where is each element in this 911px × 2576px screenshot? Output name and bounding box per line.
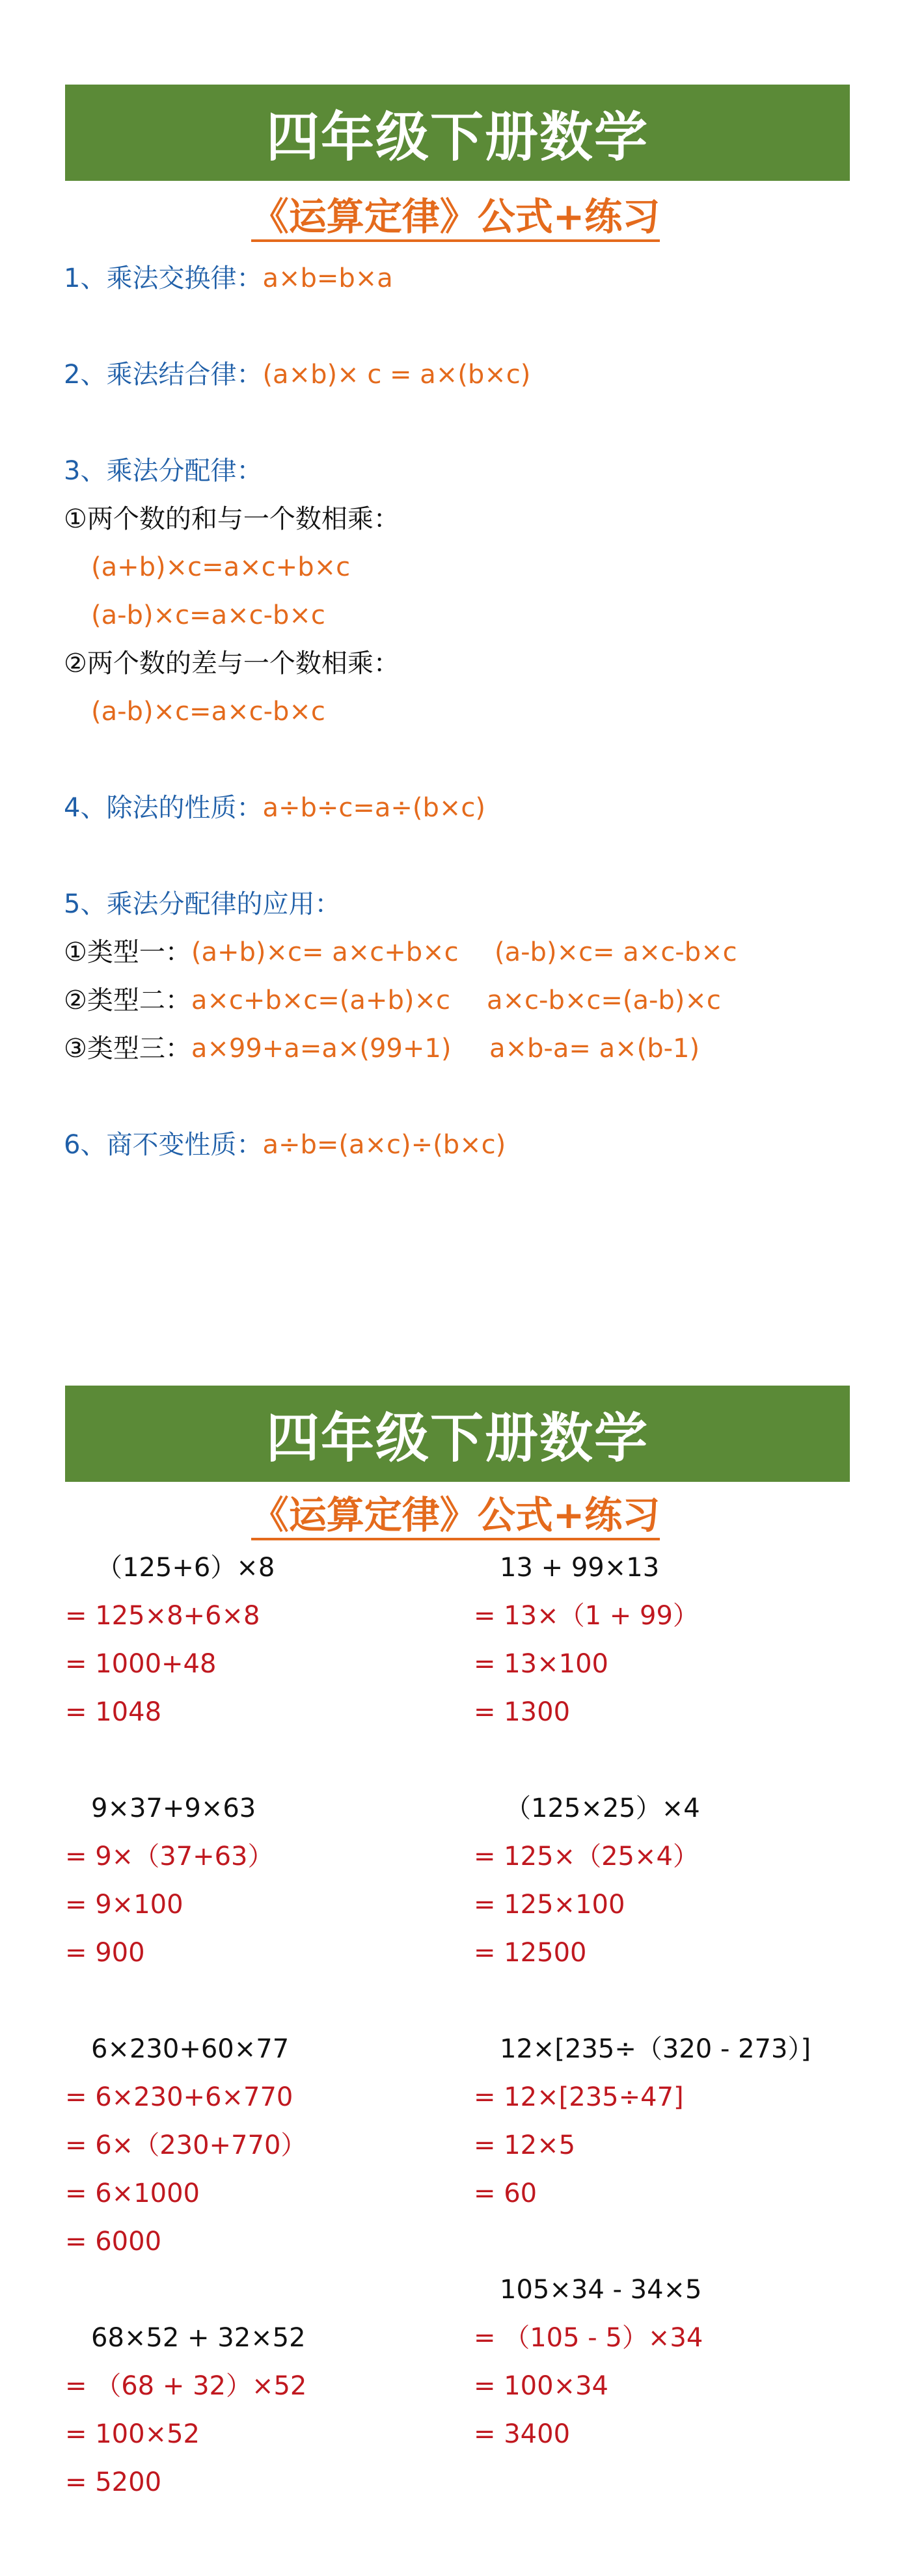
rule-commutative [64, 265, 393, 291]
rule-distributive-heading: 3、乘法分配律： [64, 456, 263, 486]
rule-formula: (a×b)× c = a×(b×c) [262, 360, 531, 390]
rule-formula: (a-b)×c= a×c-b×c [495, 937, 737, 967]
rule-application-heading: 5、乘法分配律的应用： [64, 889, 341, 919]
exercise-step: = （105 - 5）×34 [474, 2323, 703, 2353]
exercise-step: = 1300 [474, 1697, 571, 1727]
exercise-step: = 9×100 [65, 1890, 184, 1920]
exercise-question: 9×37+9×63 [91, 1793, 256, 1823]
formula-section [0, 0, 911, 1236]
exercise-step: = 12×[235÷47] [474, 2082, 684, 2112]
rule-division [64, 795, 485, 821]
exercise-step: = 5200 [65, 2467, 162, 2497]
rule-type-3 [64, 1036, 451, 1062]
rule-type-1 [64, 939, 459, 965]
rule-sub-heading: ②两个数的差与一个数相乘： [64, 649, 400, 678]
page-subtitle [0, 1493, 911, 1540]
rule-label: 2、乘法结合律： [64, 360, 263, 390]
rule-formula: (a+b)×c= a×c+b×c [191, 937, 459, 967]
exercise-section [0, 1366, 911, 2576]
exercise-question: 13 + 99×13 [500, 1553, 660, 1583]
exercise-question: 68×52 + 32×52 [91, 2323, 306, 2353]
rule-formula: a×c+b×c=(a+b)×c [191, 986, 450, 1015]
exercise-step: = 125×（25×4） [474, 1842, 699, 1872]
rule-sub-heading: ①两个数的和与一个数相乘： [64, 504, 400, 534]
exercise-step: = 1000+48 [65, 1649, 217, 1679]
exercise-step: = 125×100 [474, 1890, 625, 1920]
exercise-step: = （68 + 32）×52 [65, 2371, 307, 2401]
subtitle-text: 《运算定律》公式+练习 [251, 198, 660, 242]
rule-label: ②类型二： [64, 986, 191, 1015]
page-banner: 四年级下册数学 [65, 1386, 850, 1482]
rule-formula: a÷b=(a×c)÷(b×c) [262, 1130, 506, 1160]
exercise-step: = 1048 [65, 1697, 162, 1727]
exercise-question: 105×34 - 34×5 [500, 2275, 702, 2305]
rule-formula: a×99+a=a×(99+1) [191, 1034, 452, 1064]
rule-formula: a×b=b×a [262, 263, 393, 293]
rule-type-2 [64, 987, 450, 1013]
rule-formula: a×b-a= a×(b-1) [489, 1034, 700, 1064]
exercise-step: = 125×8+6×8 [65, 1601, 260, 1631]
exercise-step: = 12×5 [474, 2130, 576, 2160]
exercise-question: （125×25）×4 [505, 1793, 700, 1823]
exercise-step: = 6×1000 [65, 2179, 200, 2208]
exercise-question: 6×230+60×77 [91, 2034, 290, 2064]
rule-associative [64, 362, 530, 388]
exercise-step: = 900 [65, 1938, 145, 1968]
rule-formula: a×c-b×c=(a-b)×c [487, 986, 721, 1015]
exercise-step: = 13×100 [474, 1649, 608, 1679]
rule-label: 6、商不变性质： [64, 1130, 263, 1160]
rule-label: ①类型一： [64, 937, 191, 967]
rule-label: 1、乘法交换律： [64, 263, 263, 293]
exercise-step: = 12500 [474, 1938, 587, 1968]
exercise-step: = 9×（37+63） [65, 1842, 274, 1872]
exercise-step: = 60 [474, 2179, 537, 2208]
exercise-step: = 100×52 [65, 2419, 200, 2449]
exercise-step: = 6×（230+770） [65, 2130, 307, 2160]
rule-quotient [64, 1132, 506, 1158]
page-subtitle [0, 195, 911, 242]
rule-formula: (a+b)×c=a×c+b×c [91, 552, 351, 582]
exercise-question: 12×[235÷（320 - 273）] [500, 2034, 811, 2064]
exercise-step: = 6000 [65, 2227, 162, 2257]
exercise-step: = 3400 [474, 2419, 571, 2449]
exercise-step: = 100×34 [474, 2371, 608, 2401]
rule-label: 4、除法的性质： [64, 793, 263, 823]
rule-label: ③类型三： [64, 1034, 191, 1064]
page-banner: 四年级下册数学 [65, 85, 850, 181]
exercise-step: = 6×230+6×770 [65, 2082, 293, 2112]
exercise-question: （125+6）×8 [96, 1553, 275, 1583]
rule-formula: (a-b)×c=a×c-b×c [91, 600, 325, 630]
subtitle-text: 《运算定律》公式+练习 [251, 1496, 660, 1540]
rule-formula: (a-b)×c=a×c-b×c [91, 697, 325, 727]
rule-formula: a÷b÷c=a÷(b×c) [262, 793, 486, 823]
exercise-step: = 13×（1 + 99） [474, 1601, 699, 1631]
